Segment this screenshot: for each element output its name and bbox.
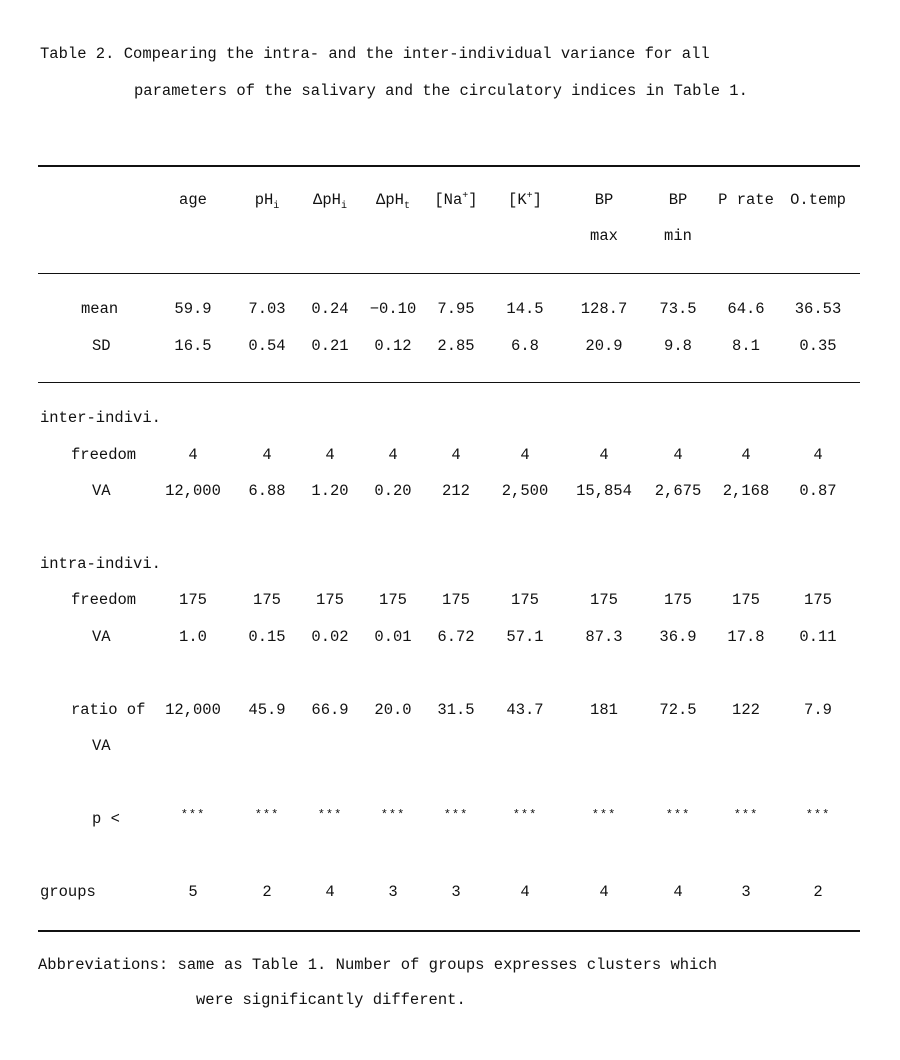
column-header-bracket: ] — [532, 191, 542, 210]
column-header-superscript: + — [526, 191, 533, 202]
intra-freedom-cell: 175 — [804, 591, 832, 609]
bottom-rule — [38, 930, 860, 932]
p-value-cell: *** — [591, 808, 617, 822]
groups-cell: 3 — [741, 883, 751, 901]
ratio-cell: 72.5 — [659, 701, 697, 719]
intra-freedom-cell: 175 — [590, 591, 618, 609]
inter-va-cell: 2,168 — [722, 482, 770, 500]
inter-freedom-cell: 4 — [451, 446, 461, 464]
mean-cell: 0.24 — [311, 300, 349, 318]
inter-va-cell: 12,000 — [165, 482, 221, 500]
column-header-bpmin — [641, 191, 715, 209]
inter-freedom-cell: 4 — [599, 446, 609, 464]
sd-cell: 0.12 — [374, 337, 412, 355]
column-header-subscript: t — [403, 201, 410, 213]
row-label-groups: groups — [40, 883, 96, 901]
column-header-prate — [709, 191, 783, 209]
groups-cell: 4 — [599, 883, 609, 901]
groups-cell: 4 — [325, 883, 335, 901]
p-value-cell: *** — [443, 808, 469, 822]
column-header-label: BP — [668, 191, 688, 209]
intra-va-cell: 0.02 — [311, 628, 349, 646]
intra-freedom-cell: 175 — [664, 591, 692, 609]
intra-va-cell: 36.9 — [659, 628, 697, 646]
intra-va-cell: 1.0 — [179, 628, 207, 646]
mean-cell: 7.03 — [248, 300, 286, 318]
inter-va-cell: 6.88 — [248, 482, 286, 500]
row-label-sd: SD — [92, 337, 111, 355]
intra-freedom-cell: 175 — [316, 591, 344, 609]
header-rule — [38, 273, 860, 274]
p-value-cell: *** — [733, 808, 759, 822]
p-value-cell: *** — [180, 808, 206, 822]
column-header-label: ΔpH — [376, 191, 404, 209]
mean-cell: 14.5 — [506, 300, 544, 318]
groups-cell: 2 — [262, 883, 272, 901]
intra-va-cell: 0.11 — [799, 628, 837, 646]
column-header-label: ΔpH — [313, 191, 341, 209]
column-header-otemp — [781, 191, 855, 209]
mean-cell: −0.10 — [369, 300, 417, 318]
intra-va-cell: 57.1 — [506, 628, 544, 646]
groups-cell: 4 — [520, 883, 530, 901]
ratio-cell: 7.9 — [804, 701, 832, 719]
ratio-cell: 43.7 — [506, 701, 544, 719]
mean-cell: 128.7 — [580, 300, 628, 318]
inter-freedom-cell: 4 — [673, 446, 683, 464]
sd-cell: 20.9 — [585, 337, 623, 355]
p-value-cell: *** — [665, 808, 691, 822]
footnote-line-1: Abbreviations: same as Table 1. Number of groups expresses clusters which — [38, 956, 718, 974]
sd-cell: 9.8 — [664, 337, 692, 355]
intra-va-cell: 17.8 — [727, 628, 765, 646]
row-label-mean: mean — [81, 300, 119, 318]
column-header-label: [K — [508, 191, 527, 210]
inter-freedom-cell: 4 — [520, 446, 530, 464]
inter-va-cell: 0.20 — [374, 482, 412, 500]
p-value-cell: *** — [512, 808, 538, 822]
p-value-cell: *** — [380, 808, 406, 822]
column-header-bpmin-line2: min — [664, 227, 692, 245]
column-header-label: BP — [594, 191, 614, 209]
mean-cell: 7.95 — [437, 300, 475, 318]
footnote-line-2: were significantly different. — [196, 991, 466, 1009]
inter-freedom-cell: 4 — [262, 446, 272, 464]
column-header-na — [419, 191, 493, 209]
groups-cell: 5 — [188, 883, 198, 901]
row-label-intra-freedom: freedom — [71, 591, 137, 609]
ratio-cell: 122 — [732, 701, 760, 719]
column-header-label: [Na — [434, 191, 463, 210]
groups-cell: 3 — [388, 883, 398, 901]
column-header-age — [156, 191, 230, 209]
caption-line-2: parameters of the salivary and the circulatory indices in Table 1. — [134, 82, 748, 100]
mean-cell: 64.6 — [727, 300, 765, 318]
column-header-bpmax — [567, 191, 641, 209]
ratio-cell: 181 — [590, 701, 618, 719]
intra-freedom-cell: 175 — [253, 591, 281, 609]
ratio-cell: 12,000 — [165, 701, 221, 719]
column-header-k — [488, 191, 562, 209]
inter-va-cell: 2,675 — [654, 482, 702, 500]
ratio-cell: 20.0 — [374, 701, 412, 719]
sd-cell: 0.35 — [799, 337, 837, 355]
inter-va-cell: 1.20 — [311, 482, 349, 500]
column-header-subscript: i — [273, 201, 280, 213]
sd-cell: 2.85 — [437, 337, 475, 355]
intra-va-cell: 6.72 — [437, 628, 475, 646]
inter-va-cell: 15,854 — [576, 482, 632, 500]
ratio-cell: 45.9 — [248, 701, 286, 719]
column-header-label: pH — [254, 191, 274, 209]
column-header-bpmax-line2: max — [590, 227, 618, 245]
sd-cell: 6.8 — [511, 337, 539, 355]
column-header-label: age — [179, 191, 207, 209]
caption-line-1: Table 2. Compearing the intra- and the inter-individual variance for all — [40, 45, 710, 63]
summary-rule — [38, 382, 860, 383]
inter-freedom-cell: 4 — [813, 446, 823, 464]
column-header-superscript: + — [462, 191, 469, 202]
intra-va-cell: 0.01 — [374, 628, 412, 646]
groups-cell: 4 — [673, 883, 683, 901]
mean-cell: 36.53 — [794, 300, 842, 318]
sd-cell: 0.21 — [311, 337, 349, 355]
ratio-cell: 31.5 — [437, 701, 475, 719]
p-value-cell: *** — [317, 808, 343, 822]
inter-freedom-cell: 4 — [741, 446, 751, 464]
mean-cell: 73.5 — [659, 300, 697, 318]
p-value-cell: *** — [254, 808, 280, 822]
inter-freedom-cell: 4 — [325, 446, 335, 464]
intra-freedom-cell: 175 — [442, 591, 470, 609]
intra-va-cell: 0.15 — [248, 628, 286, 646]
row-label-inter-va: VA — [92, 482, 111, 500]
sd-cell: 0.54 — [248, 337, 286, 355]
row-label-intra-va: VA — [92, 628, 111, 646]
sd-cell: 8.1 — [732, 337, 760, 355]
top-rule — [38, 165, 860, 167]
intra-freedom-cell: 175 — [179, 591, 207, 609]
column-header-label: P rate — [718, 191, 774, 209]
row-label-ratio: ratio of — [71, 701, 146, 719]
column-header-subscript: i — [340, 201, 347, 213]
ratio-cell: 66.9 — [311, 701, 349, 719]
intra-freedom-cell: 175 — [732, 591, 760, 609]
inter-va-cell: 0.87 — [799, 482, 837, 500]
row-label-ratio-line2: VA — [92, 737, 111, 755]
inter-va-cell: 2,500 — [501, 482, 549, 500]
column-header-bracket: ] — [468, 191, 478, 210]
row-label-p: p < — [92, 810, 120, 828]
row-label-inter-freedom: freedom — [71, 446, 137, 464]
intra-va-cell: 87.3 — [585, 628, 623, 646]
mean-cell: 59.9 — [174, 300, 212, 318]
sd-cell: 16.5 — [174, 337, 212, 355]
p-value-cell: *** — [805, 808, 831, 822]
groups-cell: 2 — [813, 883, 823, 901]
section-heading-intra: intra-indivi. — [40, 555, 161, 573]
intra-freedom-cell: 175 — [379, 591, 407, 609]
section-heading-inter: inter-indivi. — [40, 409, 161, 427]
intra-freedom-cell: 175 — [511, 591, 539, 609]
column-header-label: O.temp — [790, 191, 846, 209]
groups-cell: 3 — [451, 883, 461, 901]
inter-freedom-cell: 4 — [388, 446, 398, 464]
inter-freedom-cell: 4 — [188, 446, 198, 464]
inter-va-cell: 212 — [442, 482, 470, 500]
